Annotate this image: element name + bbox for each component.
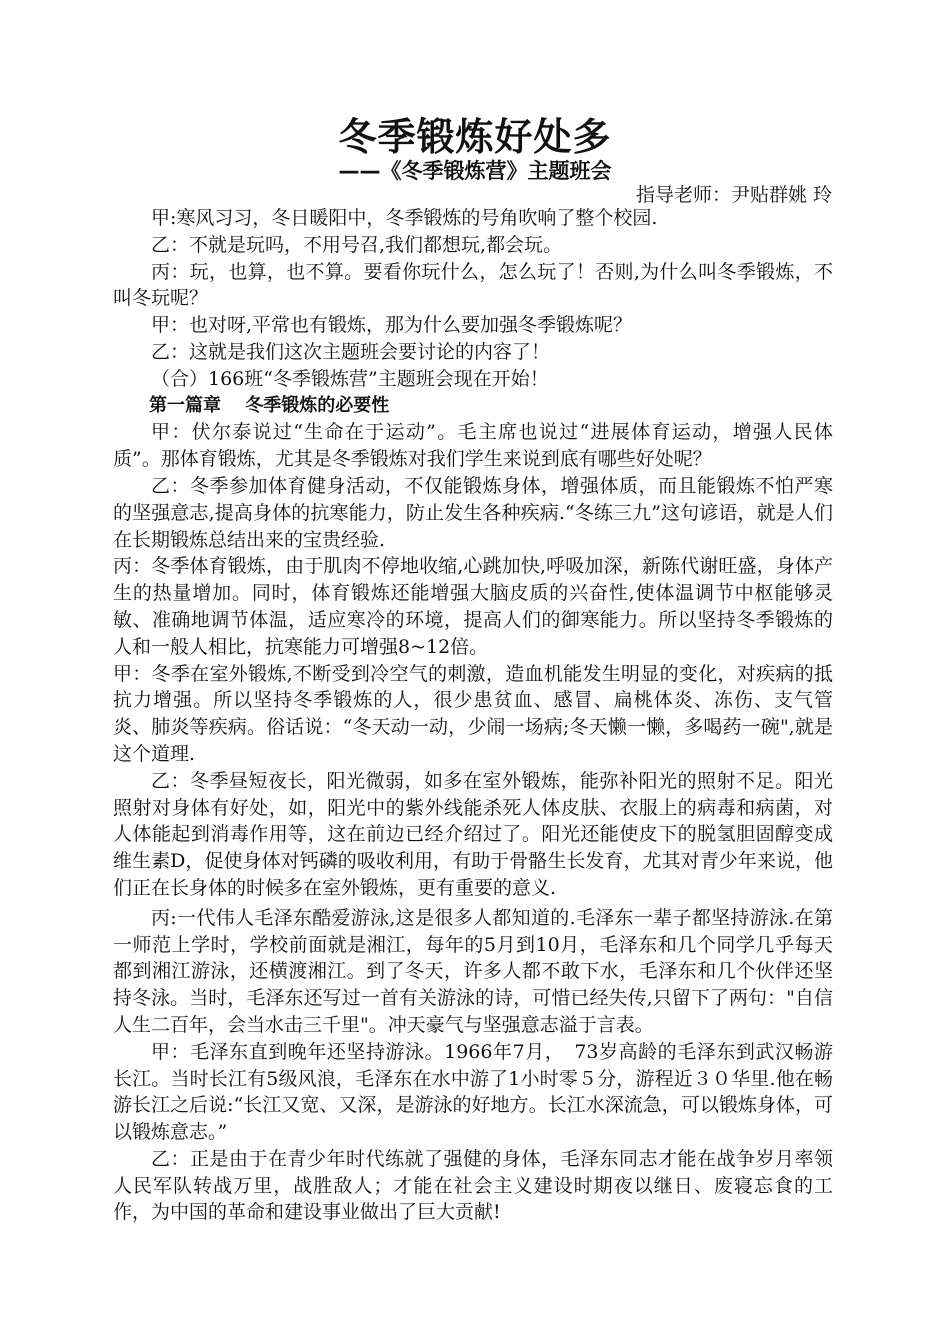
paragraph: 甲:寒风习习，冬日暖阳中，冬季锻炼的号角吹响了整个校园. <box>151 207 658 229</box>
paragraph: 丙：玩，也算，也不算。要看你玩什么，怎么玩了！否则,为什么叫冬季锻炼，不叫冬玩呢？ <box>113 260 833 310</box>
paragraph: 乙：冬季参加体育健身活动，不仅能锻炼身体，增强体质，而且能锻炼不怕严寒的坚强意志,提高身体的抗寒能力，防止发生各种疾病.“冬练三九”这句谚语，就是人们在长期锻炼总结出来的宝贵经验. <box>113 474 833 551</box>
section-heading: 第一篇章 冬季锻炼的必要性 <box>149 394 390 416</box>
paragraph: 乙：正是由于在青少年时代练就了强健的身体，毛泽东同志才能在战争岁月率领人民军队转战万里，战胜敌人；才能在社会主义建设时期夜以继日、废寝忘食的工作，为中国的革命和建设事业做出了巨大贡献! <box>113 1147 833 1224</box>
paragraph: （合）166班“冬季锻炼营”主题班会现在开始！ <box>151 367 549 390</box>
document-body <box>113 205 833 1226</box>
paragraph: 丙:一代伟人毛泽东酷爱游泳,这是很多人都知道的.毛泽东一辈子都坚持游泳.在第一师范上学时，学校前面就是湘江，每年的5月到10月，毛泽东和几个同学几乎每天都到湘江游泳，还横渡湘江。到了冬天，许多人都不敢下水，毛泽东和几个伙伴还坚持冬泳。当时，毛泽东还写过一首有关游泳的诗，可惜已经失传,只留下了两句："自信人生二百年，会当水击三千里"。冲天豪气与坚强意志溢于言表。 <box>113 906 833 1036</box>
paragraph: 甲：冬季在室外锻炼,不断受到冷空气的刺激，造血机能发生明显的变化，对疾病的抵抗力增强。所以坚持冬季锻炼的人，很少患贫血、感冒、扁桃体炎、冻伤、支气管炎、肺炎等疾病。俗话说：“冬天动一动，少闹一场病;冬天懒一懒，多喝药一碗",就是这个道理. <box>113 662 833 765</box>
paragraph: 甲：伏尔泰说过“生命在于运动”。毛主席也说过“进展体育运动，增强人民体质”。那体育锻炼，尤其是冬季锻炼对我们学生来说到底有哪些好处呢？ <box>113 421 833 471</box>
paragraph: 甲：毛泽东直到晚年还坚持游泳。1966年7月， 73岁高龄的毛泽东到武汉畅游长江。当时长江有5级风浪，毛泽东在水中游了1小时零５分，游程近３０华里.他在畅游长江之后说:“长江又宽、又深，是游泳的好地方。长江水深流急，可以锻炼身体，可以锻炼意志。” <box>113 1040 833 1144</box>
paragraph: 丙：冬季体育锻炼，由于肌肉不停地收缩,心跳加快,呼吸加深，新陈代谢旺盛，身体产生的热量增加。同时，体育锻炼还能增强大脑皮质的兴奋性,使体温调节中枢能够灵敏、准确地调节体温，适应寒冷的环境，提高人们的御寒能力。所以坚持冬季锻炼的人和一般人相比，抗寒能力可增强8~12倍。 <box>113 555 833 658</box>
document-subtitle: ——《冬季锻炼营》主题班会 <box>338 159 612 183</box>
document-title: 冬季锻炼好处多 <box>338 115 612 159</box>
paragraph: 乙：这就是我们这次主题班会要讨论的内容了！ <box>151 340 551 363</box>
paragraph: 乙：冬季昼短夜长，阳光微弱，如多在室外锻炼，能弥补阳光的照射不足。阳光照射对身体有好处，如，阳光中的紫外线能杀死人体皮肤、衣服上的病毒和病菌，对人体能起到消毒作用等，这在前边已经介绍过了。阳光还能使皮下的脱氢胆固醇变成维生素D，促使身体对钙磷的吸收利用，有助于骨骼生长发育，尤其对青少年来说，他们正在长身体的时候多在室外锻炼，更有重要的意义. <box>113 769 833 899</box>
paragraph: 甲：也对呀,平常也有锻炼，那为什么要加强冬季锻炼呢？ <box>151 314 633 337</box>
teacher-credit: 指导老师：尹贴群姚 玲 <box>635 184 832 206</box>
paragraph: 乙：不就是玩吗，不用号召,我们都想玩,都会玩。 <box>151 233 563 256</box>
